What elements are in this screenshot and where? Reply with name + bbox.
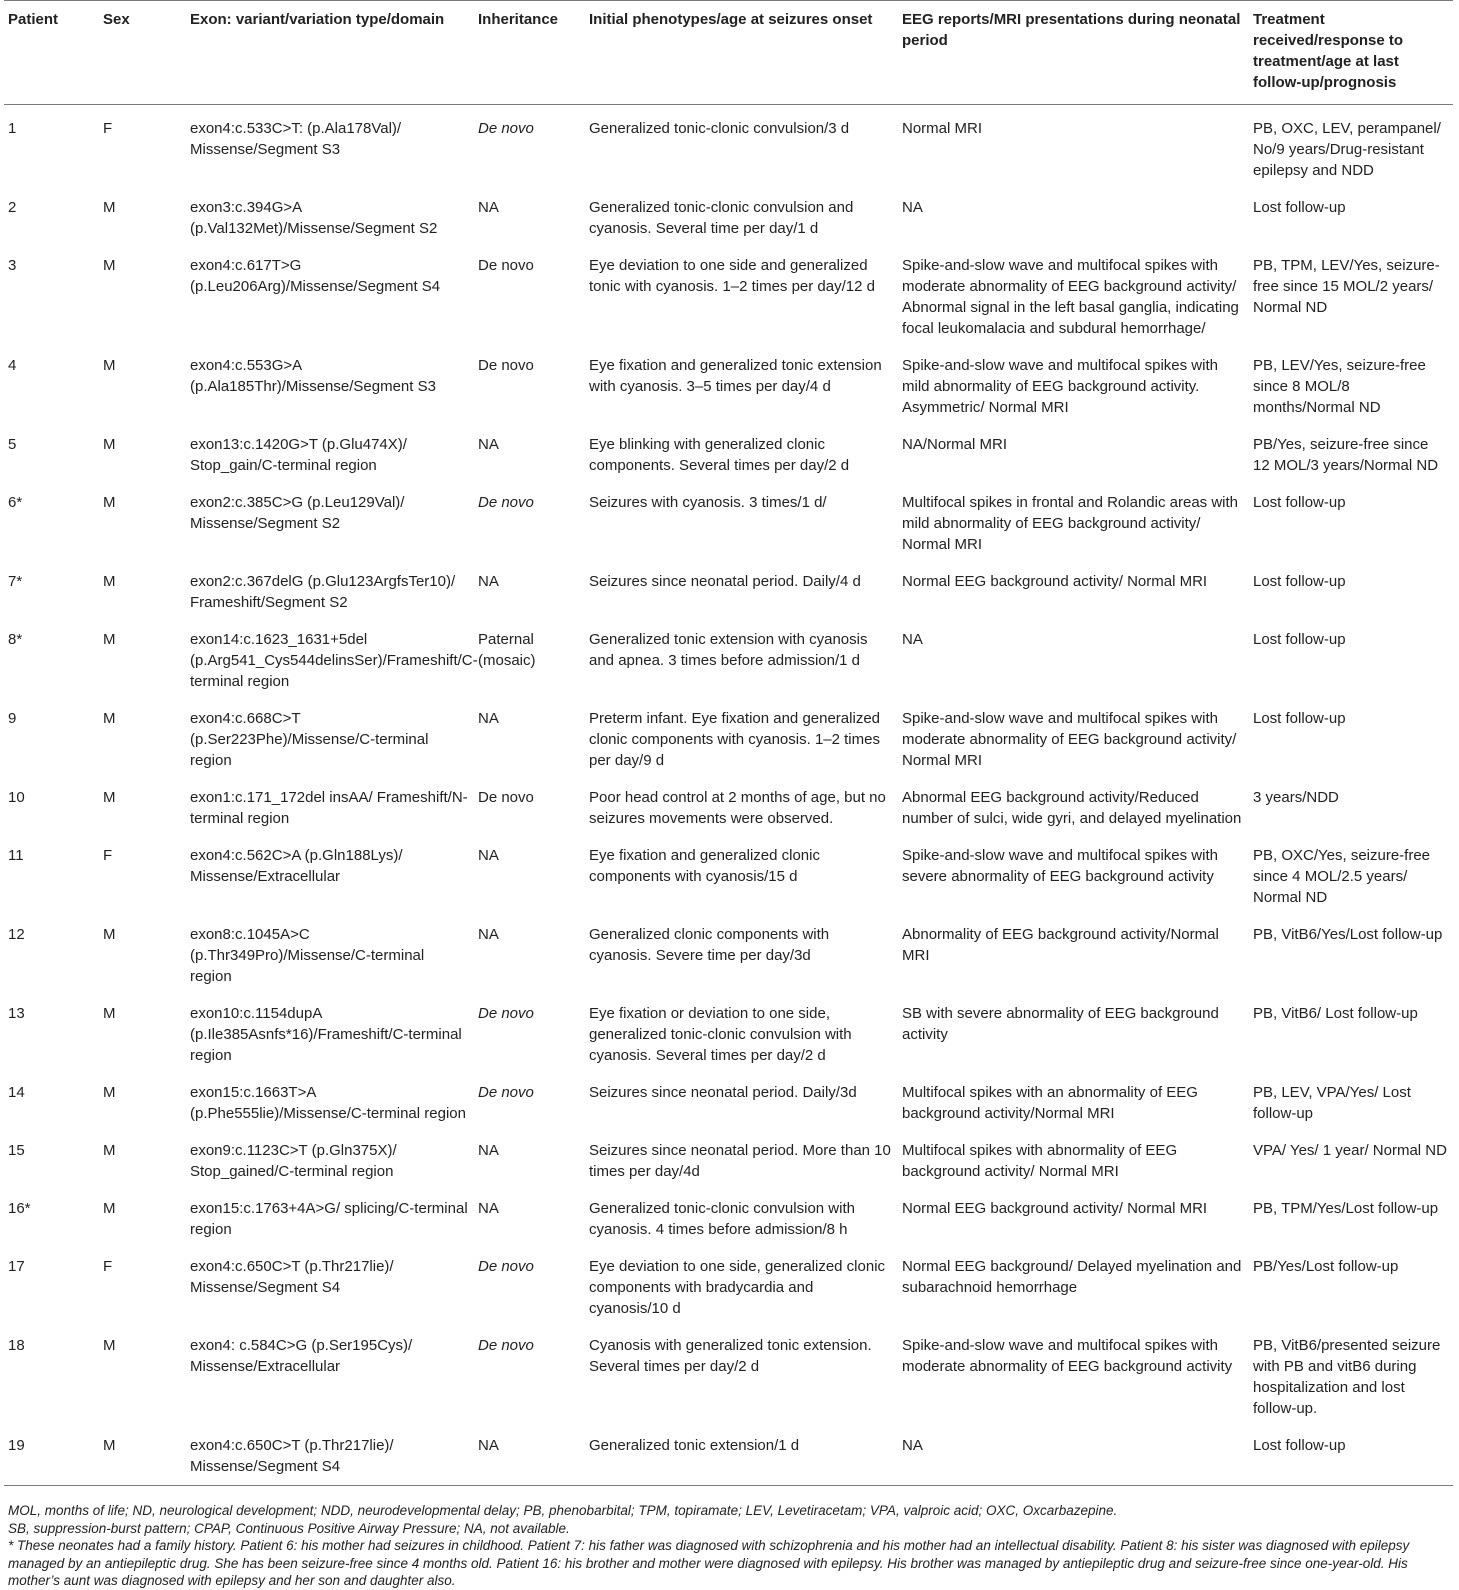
cell-eeg: Spike-and-slow wave and multifocal spikes with severe abnormality of EEG background activity xyxy=(902,847,1218,885)
cell-patient: 13 xyxy=(8,1005,25,1022)
header-eeg: EEG reports/MRI presentations during neonatal period xyxy=(898,1,1249,105)
table-row xyxy=(4,1127,1453,1185)
cell-inheritance: De novo xyxy=(478,1337,534,1354)
cell-phenotype: Eye deviation to one side, generalized clonic components with bradycardia and cyanosis/10 d xyxy=(589,1258,886,1317)
cell-sex: M xyxy=(103,1084,116,1101)
cell-treatment: PB, VitB6/ Lost follow-up xyxy=(1253,1005,1418,1022)
cell-treatment: Lost follow-up xyxy=(1253,199,1346,216)
header-phenotype: Initial phenotypes/age at seizures onset xyxy=(585,1,898,105)
cell-phenotype: Eye fixation or deviation to one side, generalized tonic-clonic convulsion with cyanosis. Several times per day/2 d xyxy=(589,1005,852,1064)
cell-eeg: Normal EEG background/ Delayed myelination and subarachnoid hemorrhage xyxy=(902,1258,1242,1296)
cell-exon: exon4:c.553G>A (p.Ala185Thr)/Missense/Segment S3 xyxy=(190,357,436,395)
cell-inheritance: De novo xyxy=(478,257,534,274)
cell-exon: exon4:c.617T>G (p.Leu206Arg)/Missense/Segment S4 xyxy=(190,257,441,295)
cell-treatment: Lost follow-up xyxy=(1253,710,1346,727)
cell-patient: 2 xyxy=(8,199,17,216)
cell-inheritance: De novo xyxy=(478,1005,534,1022)
cell-inheritance: De novo xyxy=(478,789,534,806)
table-document xyxy=(4,0,1453,1590)
cell-inheritance: NA xyxy=(478,436,499,453)
header-patient: Patient xyxy=(4,1,99,105)
table-row xyxy=(4,184,1453,242)
cell-exon: exon4:c.562C>A (p.Gln188Lys)/ Missense/Extracellular xyxy=(190,847,403,885)
cell-eeg: Spike-and-slow wave and multifocal spikes with mild abnormality of EEG background activity. Asymmetric/ Normal MRI xyxy=(902,357,1218,416)
table-footnotes xyxy=(4,1486,1453,1590)
table-header-row xyxy=(4,1,1453,105)
cell-patient: 15 xyxy=(8,1142,25,1159)
cell-sex: F xyxy=(103,120,113,137)
cell-eeg: Abnormal EEG background activity/Reduced number of sulci, wide gyri, and delayed myelination xyxy=(902,789,1242,827)
cell-sex: M xyxy=(103,1337,116,1354)
cell-eeg: NA xyxy=(898,1422,1249,1486)
cell-sex: M xyxy=(103,926,116,943)
cell-eeg: Normal EEG background activity/ Normal MRI xyxy=(902,573,1208,590)
cell-treatment: PB/Yes/Lost follow-up xyxy=(1253,1258,1399,1275)
cell-phenotype: Eye fixation and generalized clonic components with cyanosis/15 d xyxy=(589,847,820,885)
cell-sex: M xyxy=(103,436,116,453)
cell-exon: exon3:c.394G>A (p.Val132Met)/Missense/Segment S2 xyxy=(190,199,438,237)
cell-sex: M xyxy=(103,789,116,806)
cell-inheritance: De novo xyxy=(478,120,534,137)
cell-patient: 1 xyxy=(8,120,17,137)
cell-eeg: Normal EEG background activity/ Normal MRI xyxy=(902,1200,1208,1217)
cell-exon: exon15:c.1763+4A>G/ splicing/C-terminal region xyxy=(190,1200,468,1238)
cell-exon: exon8:c.1045A>C (p.Thr349Pro)/Missense/C-terminal region xyxy=(190,926,425,985)
table-row xyxy=(4,911,1453,990)
cell-patient: 3 xyxy=(8,257,17,274)
cell-sex: M xyxy=(103,573,116,590)
cell-inheritance: Paternal (mosaic) xyxy=(478,631,536,669)
cell-sex: M xyxy=(103,199,116,216)
cell-inheritance: NA xyxy=(478,926,499,943)
cell-treatment: PB, OXC/Yes, seizure-free since 4 MOL/2.5 years/ Normal ND xyxy=(1253,847,1431,906)
cell-patient: 10 xyxy=(8,789,25,806)
cell-treatment: Lost follow-up xyxy=(1253,494,1346,511)
table-row xyxy=(4,1422,1453,1486)
cell-patient: 7* xyxy=(8,573,23,590)
cell-phenotype: Cyanosis with generalized tonic extension. Several times per day/2 d xyxy=(589,1337,872,1375)
cell-treatment: Lost follow-up xyxy=(1253,631,1346,648)
cell-patient: 14 xyxy=(8,1084,25,1101)
cell-patient: 18 xyxy=(8,1337,25,1354)
cell-inheritance: De novo xyxy=(478,494,534,511)
cell-treatment: PB, LEV, VPA/Yes/ Lost follow-up xyxy=(1253,1084,1411,1122)
cell-inheritance: NA xyxy=(478,573,499,590)
cell-eeg: Multifocal spikes with abnormality of EEG background activity/ Normal MRI xyxy=(902,1142,1178,1180)
cell-eeg: NA/Normal MRI xyxy=(902,436,1008,453)
cell-eeg: Spike-and-slow wave and multifocal spikes with moderate abnormality of EEG background activity/ Abnormal signal in the left basal ganglia, indicating focal leukomalacia and subdural hemorrhage/ xyxy=(902,257,1239,337)
cell-phenotype: Preterm infant. Eye fixation and generalized clonic components with cyanosis. 1–2 times per day/9 d xyxy=(589,710,880,769)
cell-inheritance: NA xyxy=(478,1142,499,1159)
cell-eeg: Multifocal spikes with an abnormality of EEG background activity/Normal MRI xyxy=(902,1084,1198,1122)
cell-sex: M xyxy=(103,257,116,274)
cell-phenotype: Seizures since neonatal period. More than 10 times per day/4d xyxy=(589,1142,891,1180)
cell-exon: exon1:c.171_172del insAA/ Frameshift/N-terminal region xyxy=(190,789,468,827)
table-row xyxy=(4,558,1453,616)
cell-exon: exon4: c.584C>G (p.Ser195Cys)/ Missense/Extracellular xyxy=(190,1337,413,1375)
table-row xyxy=(4,616,1453,695)
table-row xyxy=(4,421,1453,479)
cell-treatment: Lost follow-up xyxy=(1253,573,1346,590)
cell-sex: M xyxy=(103,1200,116,1217)
cell-eeg: Abnormality of EEG background activity/Normal MRI xyxy=(902,926,1219,964)
cell-sex: M xyxy=(99,1422,186,1486)
table-row xyxy=(4,990,1453,1069)
cell-exon: exon4:c.533C>T: (p.Ala178Val)/ Missense/Segment S3 xyxy=(190,120,402,158)
cell-sex: M xyxy=(103,631,116,648)
cell-treatment: PB, LEV/Yes, seizure-free since 8 MOL/8 months/Normal ND xyxy=(1253,357,1426,416)
header-exon: Exon: variant/variation type/domain xyxy=(186,1,474,105)
cell-sex: M xyxy=(103,1005,116,1022)
cell-sex: M xyxy=(103,1142,116,1159)
cell-inheritance: NA xyxy=(478,199,499,216)
cell-eeg: NA xyxy=(902,631,923,648)
table-row xyxy=(4,832,1453,911)
cell-inheritance: NA xyxy=(478,847,499,864)
cell-exon: exon4:c.668C>T (p.Ser223Phe)/Missense/C-terminal region xyxy=(190,710,429,769)
table-row xyxy=(4,774,1453,832)
cell-sex: F xyxy=(103,847,113,864)
cell-patient: 9 xyxy=(8,710,17,727)
cell-eeg: Spike-and-slow wave and multifocal spikes with moderate abnormality of EEG background activity xyxy=(902,1337,1233,1375)
table-row xyxy=(4,479,1453,558)
cell-sex: M xyxy=(103,494,116,511)
cell-treatment: PB, OXC, LEV, perampanel/ No/9 years/Drug-resistant epilepsy and NDD xyxy=(1253,120,1441,179)
cell-patient: 19 xyxy=(4,1422,99,1486)
cell-patient: 16* xyxy=(8,1200,31,1217)
cell-phenotype: Eye fixation and generalized tonic extension with cyanosis. 3–5 times per day/4 d xyxy=(589,357,882,395)
cell-exon: exon2:c.385C>G (p.Leu129Val)/ Missense/Segment S2 xyxy=(190,494,405,532)
cell-inheritance: De novo xyxy=(478,357,534,374)
cell-phenotype: Seizures with cyanosis. 3 times/1 d/ xyxy=(589,494,827,511)
cell-exon: exon13:c.1420G>T (p.Glu474X)/ Stop_gain/C-terminal region xyxy=(190,436,407,474)
table-row xyxy=(4,1243,1453,1322)
cell-patient: 8* xyxy=(8,631,23,648)
cell-exon: exon4:c.650C>T (p.Thr217lie)/ Missense/Segment S4 xyxy=(190,1258,394,1296)
cell-patient: 12 xyxy=(8,926,25,943)
cell-patient: 6* xyxy=(8,494,23,511)
cell-patient: 11 xyxy=(8,847,24,864)
table-body xyxy=(4,105,1453,1486)
cell-eeg: NA xyxy=(902,199,923,216)
cell-inheritance: De novo xyxy=(478,1258,534,1275)
cell-exon: exon9:c.1123C>T (p.Gln375X)/ Stop_gained/C-terminal region xyxy=(190,1142,397,1180)
cell-eeg: SB with severe abnormality of EEG background activity xyxy=(902,1005,1219,1043)
cell-treatment: PB/Yes, seizure-free since 12 MOL/3 years/Normal ND xyxy=(1253,436,1439,474)
header-sex: Sex xyxy=(99,1,186,105)
table-row xyxy=(4,695,1453,774)
cell-exon: exon4:c.650C>T (p.Thr217lie)/ Missense/Segment S4 xyxy=(186,1422,474,1486)
footnote-family-history: * These neonates had a family history. Patient 6: his mother had seizures in childhood. Patient 7: his father was diagnosed with schizophrenia and his mother had an intellectual disability. Patient 8: his sister was diagnosed with epilepsy managed by an antiepileptic drug. She has been seizure-free since 4 months old. Patient 16: his brother and mother were diagnosed with epilepsy. His brother was managed by antiepileptic drug and seizure-free since one-year-old. His mother’s aunt was diagnosed with epilepsy and her son and daughter also. xyxy=(8,1538,1410,1588)
table-row xyxy=(4,1322,1453,1422)
cell-sex: M xyxy=(103,357,116,374)
cell-treatment: PB, TPM/Yes/Lost follow-up xyxy=(1253,1200,1439,1217)
cell-treatment: 3 years/NDD xyxy=(1253,789,1339,806)
table-row xyxy=(4,105,1453,185)
patient-table xyxy=(4,0,1453,1486)
cell-sex: M xyxy=(103,710,116,727)
cell-exon: exon2:c.367delG (p.Glu123ArgfsTer10)/ Frameshift/Segment S2 xyxy=(190,573,456,611)
cell-eeg: Multifocal spikes in frontal and Rolandic areas with mild abnormality of EEG background activity/ Normal MRI xyxy=(902,494,1238,553)
cell-phenotype: Eye deviation to one side and generalized tonic with cyanosis. 1–2 times per day/12 d xyxy=(589,257,875,295)
table-row xyxy=(4,242,1453,342)
cell-patient: 5 xyxy=(8,436,17,453)
cell-treatment: PB, VitB6/presented seizure with PB and vitB6 during hospitalization and lost follow-up. xyxy=(1253,1337,1441,1417)
table-row xyxy=(4,1185,1453,1243)
table-row xyxy=(4,342,1453,421)
cell-phenotype: Generalized tonic extension/1 d xyxy=(585,1422,898,1486)
cell-treatment: PB, VitB6/Yes/Lost follow-up xyxy=(1253,926,1443,943)
cell-phenotype: Poor head control at 2 months of age, but no seizures movements were observed. xyxy=(589,789,886,827)
cell-eeg: Spike-and-slow wave and multifocal spikes with moderate abnormality of EEG background activity/ Normal MRI xyxy=(902,710,1237,769)
cell-inheritance: NA xyxy=(478,1200,499,1217)
cell-treatment: PB, TPM, LEV/Yes, seizure-free since 15 MOL/2 years/ Normal ND xyxy=(1253,257,1440,316)
footnote-abbreviations: MOL, months of life; ND, neurological development; NDD, neurodevelopmental delay; PB, phenobarbital; TPM, topiramate; LEV, Levetiracetam; VPA, valproic acid; OXC, Oxcarbazepine. xyxy=(8,1503,1118,1518)
cell-phenotype: Seizures since neonatal period. Daily/4 d xyxy=(589,573,861,590)
cell-phenotype: Generalized tonic-clonic convulsion/3 d xyxy=(589,120,850,137)
cell-phenotype: Generalized tonic extension with cyanosis and apnea. 3 times before admission/1 d xyxy=(589,631,868,669)
cell-inheritance: NA xyxy=(474,1422,585,1486)
cell-eeg: Normal MRI xyxy=(902,120,983,137)
cell-inheritance: De novo xyxy=(478,1084,534,1101)
table-row xyxy=(4,1069,1453,1127)
cell-inheritance: NA xyxy=(478,710,499,727)
footnote-abbreviations-2: SB, suppression-burst pattern; CPAP, Continuous Positive Airway Pressure; NA, not available. xyxy=(8,1520,570,1536)
cell-phenotype: Seizures since neonatal period. Daily/3d xyxy=(589,1084,857,1101)
cell-patient: 4 xyxy=(8,357,17,374)
header-inheritance: Inheritance xyxy=(474,1,585,105)
cell-treatment: VPA/ Yes/ 1 year/ Normal ND xyxy=(1253,1142,1447,1159)
header-treatment: Treatment received/response to treatment/age at last follow-up/prognosis xyxy=(1249,1,1453,105)
cell-phenotype: Generalized tonic-clonic convulsion and cyanosis. Several time per day/1 d xyxy=(589,199,854,237)
cell-exon: exon10:c.1154dupA (p.Ile385Asnfs*16)/Frameshift/C-terminal region xyxy=(190,1005,462,1064)
cell-phenotype: Eye blinking with generalized clonic components. Several times per day/2 d xyxy=(589,436,850,474)
cell-patient: 17 xyxy=(8,1258,25,1275)
cell-sex: F xyxy=(103,1258,113,1275)
cell-exon: exon14:c.1623_1631+5del (p.Arg541_Cys544delinsSer)/Frameshift/C-terminal region xyxy=(190,631,478,690)
cell-treatment: Lost follow-up xyxy=(1249,1422,1453,1486)
cell-phenotype: Generalized tonic-clonic convulsion with cyanosis. 4 times before admission/8 h xyxy=(589,1200,855,1238)
cell-exon: exon15:c.1663T>A (p.Phe555lie)/Missense/C-terminal region xyxy=(190,1084,466,1122)
cell-phenotype: Generalized clonic components with cyanosis. Severe time per day/3d xyxy=(589,926,830,964)
